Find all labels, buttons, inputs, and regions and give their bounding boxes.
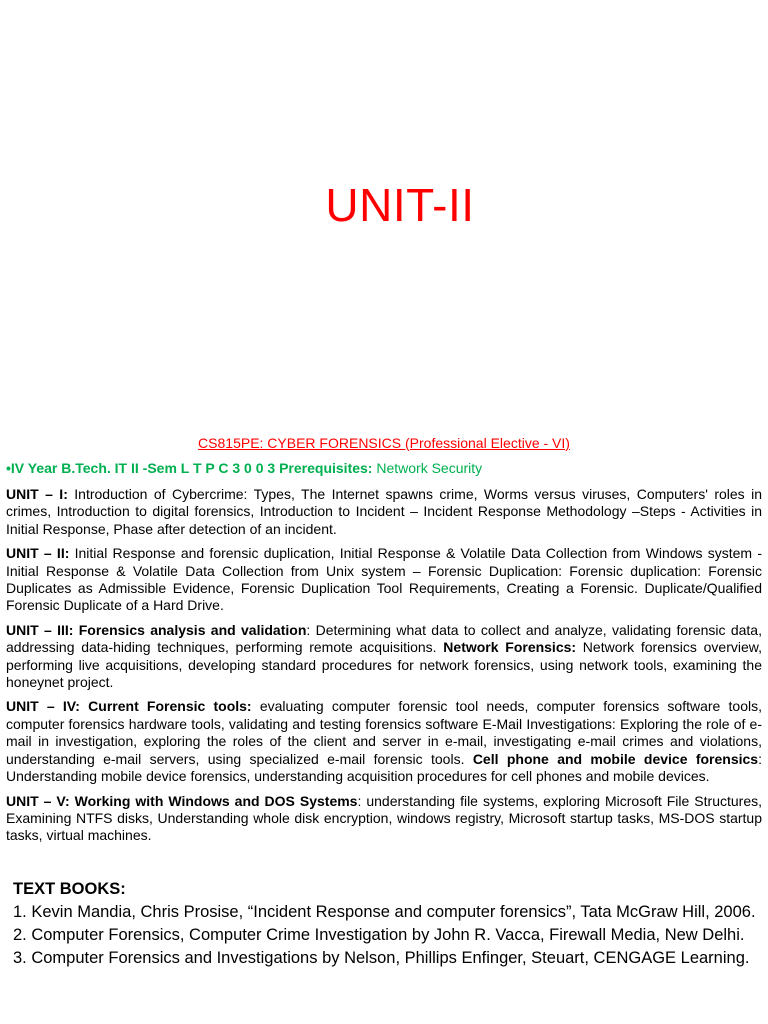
year-prerequisite-line bbox=[6, 460, 482, 476]
textbooks-section bbox=[13, 878, 756, 970]
unit-1-text: Introduction of Cybercrime: Types, The Internet spawns crime, Worms versus viruses, Computers' roles in crimes, Introduction to digital forensics, Introduction to Incident – Incident Response Methodology –Steps - Activities in Initial Response, Phase after detection of an incident. bbox=[6, 486, 762, 537]
slide-title: UNIT-II bbox=[325, 179, 475, 231]
textbook-item-1: 1. Kevin Mandia, Chris Prosise, “Incident Response and computer forensics”, Tata McGraw Hill, 2006. bbox=[13, 903, 756, 921]
year-label: •IV Year B.Tech. IT II -Sem L T P C 3 0 0 3 Prerequisites: bbox=[6, 460, 373, 476]
textbook-item-2: 2. Computer Forensics, Computer Crime Investigation by John R. Vacca, Firewall Media, New Delhi. bbox=[13, 926, 745, 944]
unit-5-paragraph bbox=[6, 793, 762, 845]
prerequisite-value: Network Security bbox=[376, 460, 483, 476]
unit-5-text: : understanding file systems, exploring Microsoft File Structures, Examining NTFS disks, Understanding whole disk encryption, windows registry, Microsoft startup tasks, MS-DOS startup tasks, virtual machines. bbox=[6, 792, 762, 844]
unit-3-text-b: Network forensics overview, performing live acquisitions, developing standard procedures for network forensics, using network tools, examining the honeynet project. bbox=[6, 639, 762, 691]
unit-2-label: UNIT – II: bbox=[6, 545, 70, 562]
course-heading: CS815PE: CYBER FORENSICS (Professional Elective - VI) bbox=[198, 435, 570, 451]
unit-5-label: UNIT – V: Working with Windows and DOS Systems bbox=[6, 792, 358, 809]
unit-4-paragraph bbox=[6, 698, 762, 785]
unit-1-label: UNIT – I: bbox=[6, 486, 68, 502]
unit-3-label: UNIT – III: Forensics analysis and validation bbox=[6, 621, 307, 638]
unit-3-text-a: : Determining what data to collect and analyze, validating forensic data, addressing data-hiding techniques, performing remote acquisitions. bbox=[6, 621, 762, 656]
unit-4-text-a: evaluating computer forensic tool needs, computer forensics software tools, computer forensics hardware tools, validating and testing forensics software E-Mail Investigations: Exploring the role of e-mail in investigation, exploring the roles of the client and server in e-mail, investigating e-mail crimes and violations, understanding e-mail servers, using specialized e-mail forensic tools. bbox=[6, 698, 763, 767]
unit-2-paragraph bbox=[6, 545, 762, 615]
unit-2-text: Initial Response and forensic duplication, Initial Response & Volatile Data Collection from Windows system -Initial Response & Volatile Data Collection from Unix system – Forensic Duplication: Forensic duplication: Forensic Duplicates as Admissible Evidence, Forensic Duplication Tool Requirements, Creating a Forensic. Duplicate/Qualified Forensic Duplicate of a Hard Drive. bbox=[6, 545, 762, 614]
syllabus-units bbox=[6, 486, 762, 852]
unit-1-paragraph bbox=[6, 486, 762, 538]
unit-4-text-b: : Understanding mobile device forensics, understanding acquisition procedures for cell phones and mobile devices. bbox=[6, 750, 762, 785]
textbook-item-3: 3. Computer Forensics and Investigations by Nelson, Phillips Enfinger, Steuart, CENGAGE Learning. bbox=[13, 949, 750, 967]
unit-3-paragraph bbox=[6, 622, 762, 692]
unit-4-label: UNIT – IV: Current Forensic tools: bbox=[6, 698, 252, 715]
unit-4-label-b: Cell phone and mobile device forensics bbox=[472, 750, 759, 767]
unit-3-label-b: Network Forensics: bbox=[443, 639, 577, 656]
textbooks-heading: TEXT BOOKS: bbox=[13, 880, 126, 898]
